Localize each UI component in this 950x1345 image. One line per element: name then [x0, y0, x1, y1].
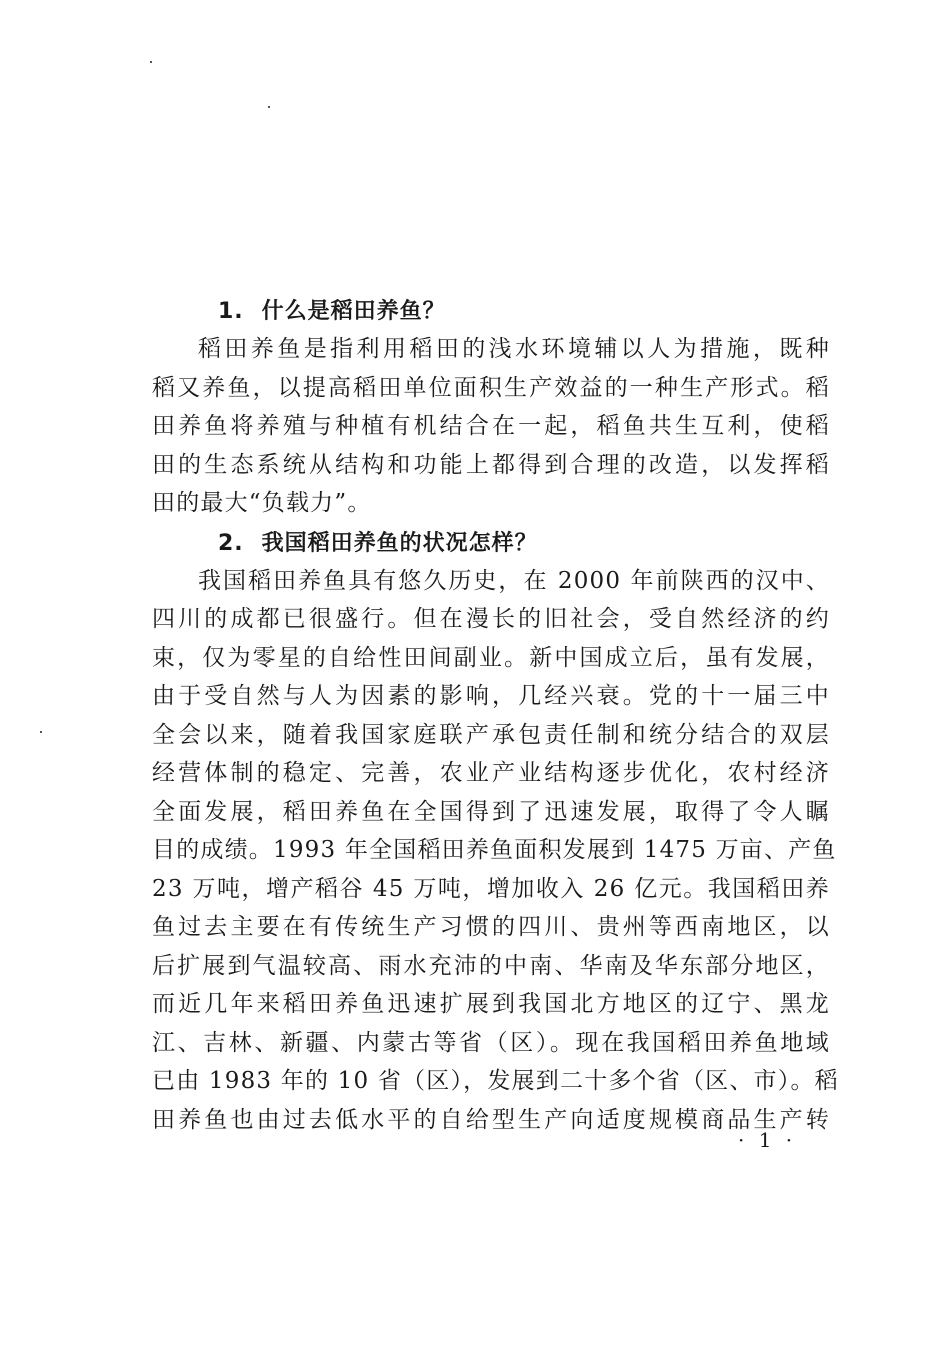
question-number: 2. [218, 530, 244, 556]
text-line: 稻又养鱼，以提高稻田单位面积生产效益的一种生产形式。稻 [152, 374, 830, 401]
text-line: 而近几年来稻田养鱼迅速扩展到我国北方地区的辽宁、黑龙 [152, 991, 830, 1017]
text-line: 由于受自然与人为因素的影响，几经兴衰。党的十一届三中 [152, 683, 830, 709]
text-line: 田的最大“负载力”。 [152, 490, 372, 516]
scan-speck [150, 61, 152, 63]
question-heading-1 [152, 294, 830, 330]
text-line: 鱼过去主要在有传统生产习惯的四川、贵州等西南地区，以 [152, 914, 830, 940]
text-line: 稻田养鱼是指利用稻田的浅水环境辅以人为措施，既种 [198, 336, 830, 362]
scan-speck [40, 731, 42, 733]
text-line: 江、吉林、新疆、内蒙古等省（区）。现在我国稻田养鱼地域 [152, 1029, 830, 1056]
question-heading-2 [152, 526, 830, 562]
text-line: 全面发展，稻田养鱼在全国得到了迅速发展，取得了令人瞩 [152, 798, 830, 825]
question-text: 什么是稻田养鱼？ [261, 299, 446, 324]
answer-paragraph-1 [152, 330, 830, 523]
question-text: 我国稻田养鱼的状况怎样？ [261, 530, 538, 556]
page-body [152, 294, 839, 1139]
text-line: 已由 1983 年的 10 省（区），发展到二十多个省（区、市）。稻 [152, 1068, 839, 1094]
page-number: · 1 · [738, 1128, 797, 1152]
text-line: 田养鱼也由过去低水平的自给型生产向适度规模商品生产转 [152, 1106, 830, 1133]
text-line: 田养鱼将养殖与种植有机结合在一起，稻鱼共生互利，使稻 [152, 413, 830, 439]
question-number: 1. [218, 299, 244, 324]
text-line: 四川的成都已很盛行。但在漫长的旧社会，受自然经济的约 [152, 606, 830, 632]
scan-speck [268, 106, 270, 108]
text-line: 田的生态系统从结构和功能上都得到合理的改造，以发挥稻 [152, 451, 830, 478]
text-line: 目的成绩。1993 年全国稻田养鱼面积发展到 1475 万亩、产鱼 [152, 837, 837, 863]
text-line: 后扩展到气温较高、雨水充沛的中南、华南及华东部分地区， [152, 952, 830, 979]
text-line: 经营体制的稳定、完善，农业产业结构逐步优化，农村经济 [152, 760, 830, 786]
text-line: 我国稻田养鱼具有悠久历史，在 2000 年前陕西的汉中、 [198, 567, 830, 594]
text-line: 全会以来，随着我国家庭联产承包责任制和统分结合的双层 [152, 721, 830, 748]
text-line: 23 万吨，增产稻谷 45 万吨，增加收入 26 亿元。我国稻田养 [152, 875, 830, 902]
answer-paragraph-2 [152, 562, 839, 1140]
text-line: 束，仅为零星的自给性田间副业。新中国成立后，虽有发展， [152, 644, 830, 671]
